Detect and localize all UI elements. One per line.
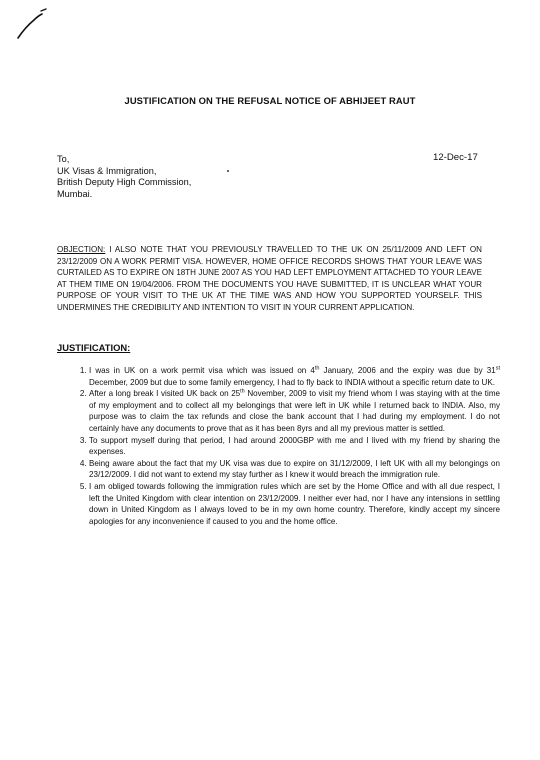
objection-paragraph [57, 244, 482, 314]
list-item-text: I was in UK on a work permit visa which was issued on 4 [89, 366, 315, 375]
list-item: 3. To support myself during that period, I had around 2000GBP with me and I lived with my friend by sharing the expenses. [89, 435, 500, 458]
objection-label: OBJECTION: [57, 245, 106, 254]
list-item [89, 365, 500, 388]
list-item-text: November, 2009 to visit my friend whom I was staying with at the time of my employment and to collect all my belongings that were left in UK while I returned back to INDIA. Also, my purpose was to claim the tax refunds and close the bank account that I had during my employment. I do not certainly have any documents to prove that as it has been 8yrs and all my previous matter is settled. [89, 389, 501, 433]
list-item-text: December, 2009 but due to some family emergency, I had to fly back to INDIA without a specific return date to UK. [89, 377, 495, 387]
objection-text: I ALSO NOTE THAT YOU PREVIOUSLY TRAVELLED TO THE UK ON 25/11/2009 AND LEFT ON 23/12/2009 ON A WORK PERMIT VISA. HOWEVER, HOME OFFICE RECORDS SHOWS THAT YOUR LEAVE WAS CURTAILED AS TO EXPIRE ON 18TH JUNE 2007 AS YOU HAD LEFT EMPLOYMENT ATTACHED TO YOUR LEAVE AT THEM TIME ON 19/04/2006. FROM THE DOCUMENTS YOU HAVE SUBMITTED, IT IS UNCLEAR WHAT YOUR PURPOSE OF YOUR VISIT TO THE UK AT THE TIME WAS AND HOW YOU SUPPORTED YOURSELF. THIS UNDERMINES THE CREDIBILITY AND INTENTION TO VISIT IN YOUR CURRENT APPLICATION. [57, 245, 482, 312]
address-line: To, [57, 154, 70, 164]
stray-dot [227, 170, 229, 172]
list-item: 4. Being aware about the fact that my UK visa was due to expire on 31/12/2009, I left UK with all my belongings on 23/12/2009. I did not want to extend my stay further as I knew it would breach the immigration rule. [89, 458, 500, 481]
ordinal-suffix: th [240, 388, 245, 395]
justification-heading: JUSTIFICATION: [57, 342, 131, 353]
document-title: JUSTIFICATION ON THE REFUSAL NOTICE OF ABHIJEET RAUT [124, 95, 416, 106]
recipient-address [57, 154, 191, 200]
justification-list [71, 365, 500, 527]
document-date: 12-Dec-17 [433, 152, 478, 163]
list-item-text: January, 2006 and the expiry was due by 31 [319, 366, 496, 375]
list-item: 5. I am obliged towards following the immigration rules which are set by the Home Office and with all due respect, I left the United Kingdom with clear intention on 23/12/2009. I neither ever had, nor I have any intensions in settling down in United Kingdom as I always loved to be in my own home country. Therefore, kindly accept my sincere apologies for any inconvenience if caused to you and the home office. [89, 481, 500, 527]
pen-stroke-mark [16, 8, 48, 40]
address-line: UK Visas & Immigration, [57, 165, 157, 176]
address-line: Mumbai. [57, 188, 93, 199]
address-line: British Deputy High Commission, [57, 177, 192, 188]
ordinal-suffix: th [314, 365, 320, 372]
ordinal-suffix: st [495, 365, 501, 372]
list-item-text: After a long break I visited UK back on 25 [89, 389, 241, 399]
list-item [89, 388, 500, 434]
